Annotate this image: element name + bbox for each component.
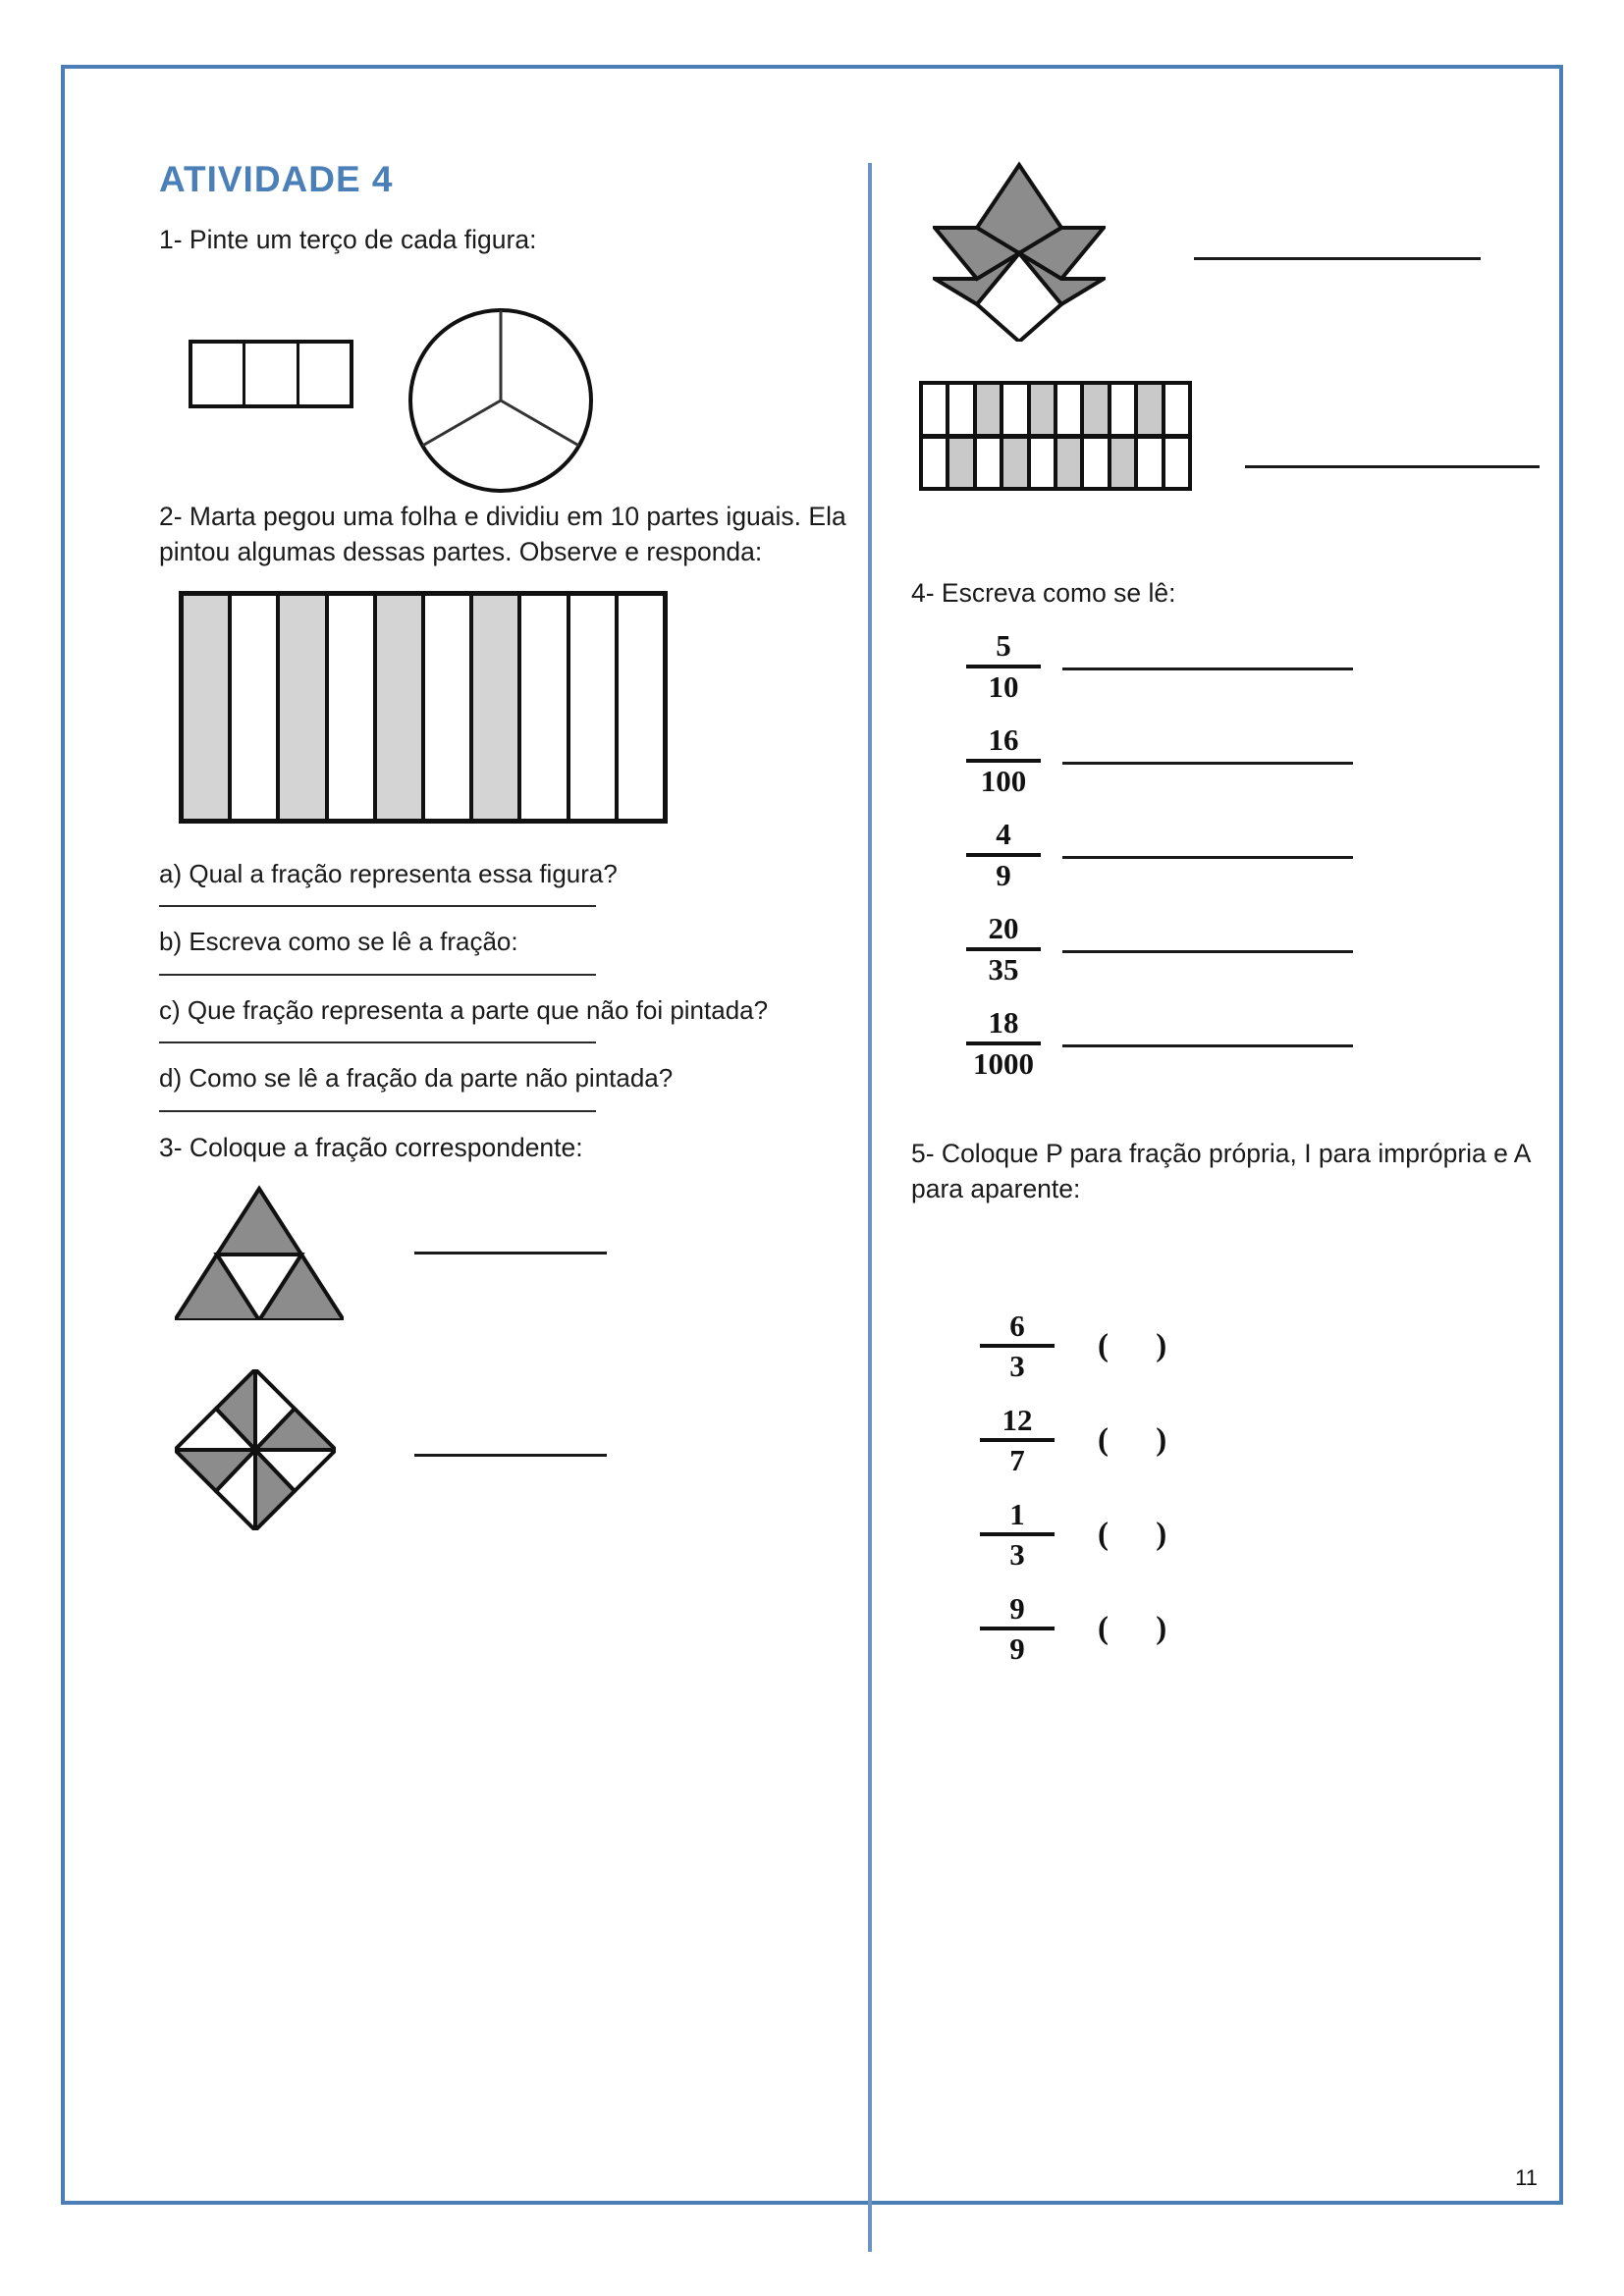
six-point-star-figure[interactable]	[933, 159, 1106, 347]
answer-line-4e[interactable]	[1062, 1044, 1353, 1047]
denominator: 3	[1009, 1537, 1025, 1573]
bar-part[interactable]	[619, 596, 663, 819]
fraction	[980, 1310, 1055, 1383]
answer-line-4c[interactable]	[1062, 856, 1353, 859]
numerator: 18	[988, 1005, 1019, 1041]
question-2d-text: d) Como se lê a fração da parte não pintada?	[159, 1063, 674, 1094]
bar-part[interactable]	[425, 596, 473, 819]
grid-cell[interactable]	[923, 439, 949, 488]
fraction-row	[980, 1402, 1589, 1478]
fraction-bar	[966, 665, 1041, 668]
numerator: 1	[1009, 1496, 1025, 1531]
fraction-row	[966, 724, 1589, 797]
grid-figure-row	[911, 381, 1589, 518]
bar-part[interactable]	[570, 596, 619, 819]
grid-cell[interactable]	[1031, 385, 1057, 434]
denominator: 7	[1009, 1443, 1025, 1478]
fraction	[980, 1402, 1055, 1478]
question-1-text: 1- Pinte um terço de cada figura:	[159, 225, 537, 254]
column-divider	[868, 163, 872, 2252]
circle-thirds-figure[interactable]	[403, 302, 599, 504]
question-5-text: 5- Coloque P para fração própria, I para imprópria e A para aparente:	[911, 1138, 1530, 1203]
question-3-text: 3- Coloque a fração correspondente:	[159, 1132, 583, 1162]
grid-cell[interactable]	[1138, 385, 1164, 434]
grid-cell[interactable]	[1057, 385, 1084, 434]
fraction-bar	[966, 759, 1041, 763]
fraction-bar	[980, 1438, 1055, 1442]
fraction	[966, 630, 1041, 703]
star-figure-row	[911, 159, 1589, 355]
fraction-row	[966, 630, 1589, 703]
grid-cell[interactable]	[1057, 439, 1084, 488]
denominator: 9	[996, 857, 1011, 892]
bar-part[interactable]	[521, 596, 569, 819]
numerator: 9	[1009, 1590, 1025, 1626]
question-2a-text: a) Qual a fração representa essa figura?	[159, 859, 618, 889]
fraction-bar	[980, 1627, 1055, 1630]
bar-part[interactable]	[473, 596, 521, 819]
diamond-eight-parts-figure[interactable]	[175, 1369, 336, 1535]
grid-cell[interactable]	[1165, 439, 1188, 488]
grid-row-bottom	[923, 439, 1188, 488]
page-title: ATIVIDADE 4	[159, 159, 394, 199]
answer-line-4d[interactable]	[1062, 950, 1353, 953]
fraction-row	[966, 819, 1589, 891]
numerator: 4	[996, 817, 1011, 852]
grid-ten-by-two-figure[interactable]	[919, 381, 1192, 491]
answer-line-3a[interactable]	[414, 1252, 607, 1255]
fraction-bar	[966, 853, 1041, 857]
grid-cell[interactable]	[1084, 439, 1110, 488]
question-4-text: 4- Escreva como se lê:	[911, 578, 1176, 608]
rectangle-part[interactable]	[299, 344, 350, 404]
denominator: 100	[980, 763, 1027, 798]
rectangle-part[interactable]	[245, 344, 298, 404]
grid-cell[interactable]	[1003, 439, 1030, 488]
answer-parenthesis-5a[interactable]: ( )	[1098, 1328, 1187, 1364]
rectangle-thirds-figure[interactable]	[189, 340, 353, 408]
left-column	[159, 159, 846, 1530]
grid-cell[interactable]	[1084, 385, 1110, 434]
right-column	[911, 159, 1589, 1687]
grid-cell[interactable]	[949, 385, 976, 434]
grid-cell[interactable]	[949, 439, 976, 488]
grid-row-top	[923, 385, 1188, 439]
denominator: 35	[988, 951, 1019, 987]
page-number: 11	[1515, 2165, 1538, 2190]
grid-cell[interactable]	[1111, 439, 1138, 488]
answer-line-4a[interactable]	[1062, 667, 1353, 670]
bar-part[interactable]	[329, 596, 377, 819]
denominator: 10	[988, 668, 1019, 704]
question-2b-text: b) Escreva como se lê a fração:	[159, 927, 518, 957]
grid-cell[interactable]	[1165, 385, 1188, 434]
question-3-figure-row-triangle	[159, 1183, 846, 1340]
fraction	[966, 1007, 1041, 1080]
grid-cell[interactable]	[1111, 385, 1138, 434]
rectangle-part[interactable]	[192, 344, 245, 404]
fraction	[980, 1590, 1055, 1667]
grid-cell[interactable]	[1003, 385, 1030, 434]
fraction	[966, 724, 1041, 797]
numerator: 6	[1009, 1308, 1025, 1343]
question-1-figures	[159, 302, 846, 499]
bar-part[interactable]	[232, 596, 280, 819]
question-2c-text: c) Que fração representa a parte que não foi pintada?	[159, 994, 769, 1025]
worksheet-page-frame	[61, 65, 1563, 2205]
denominator: 1000	[973, 1045, 1034, 1081]
grid-cell[interactable]	[977, 439, 1003, 488]
grid-cell[interactable]	[977, 385, 1003, 434]
grid-cell[interactable]	[923, 385, 949, 434]
fraction-row	[966, 913, 1589, 986]
answer-line-4b[interactable]	[1062, 762, 1353, 765]
bar-part[interactable]	[280, 596, 328, 819]
denominator: 9	[1009, 1631, 1025, 1667]
fraction-bar	[966, 1041, 1041, 1045]
answer-parenthesis-5c[interactable]: ( )	[1098, 1517, 1187, 1553]
fraction	[966, 913, 1041, 986]
fraction-row	[980, 1590, 1589, 1667]
triangle-four-parts-figure[interactable]	[175, 1183, 344, 1325]
grid-cell[interactable]	[1138, 439, 1164, 488]
fraction-bar	[980, 1344, 1055, 1348]
numerator: 5	[996, 628, 1011, 664]
answer-line-grid[interactable]	[1245, 465, 1540, 468]
answer-parenthesis-5d[interactable]: ( )	[1098, 1611, 1187, 1647]
answer-line-3b[interactable]	[414, 1454, 607, 1457]
question-2-text: 2- Marta pegou uma folha e dividiu em 10 partes iguais. Ela pintou algumas dessas partes. Observe e responda:	[159, 502, 846, 567]
question-4-fraction-list	[966, 630, 1589, 1080]
question-5-fraction-list	[980, 1310, 1589, 1666]
bar-ten-parts-figure[interactable]	[179, 591, 668, 824]
fraction	[980, 1496, 1055, 1573]
fraction-bar	[966, 947, 1041, 951]
bar-part[interactable]	[377, 596, 425, 819]
numerator: 16	[988, 722, 1019, 758]
denominator: 3	[1009, 1349, 1025, 1384]
fraction-row	[980, 1310, 1589, 1383]
fraction	[966, 819, 1041, 891]
fraction-bar	[980, 1532, 1055, 1536]
answer-line-star[interactable]	[1194, 257, 1481, 260]
answer-parenthesis-5b[interactable]: ( )	[1098, 1422, 1187, 1459]
fraction-row	[966, 1007, 1589, 1080]
fraction-row	[980, 1496, 1589, 1573]
grid-cell[interactable]	[1031, 439, 1057, 488]
numerator: 12	[1001, 1402, 1033, 1437]
bar-part[interactable]	[184, 596, 232, 819]
question-3-figure-row-diamond	[159, 1363, 846, 1530]
numerator: 20	[988, 911, 1019, 946]
